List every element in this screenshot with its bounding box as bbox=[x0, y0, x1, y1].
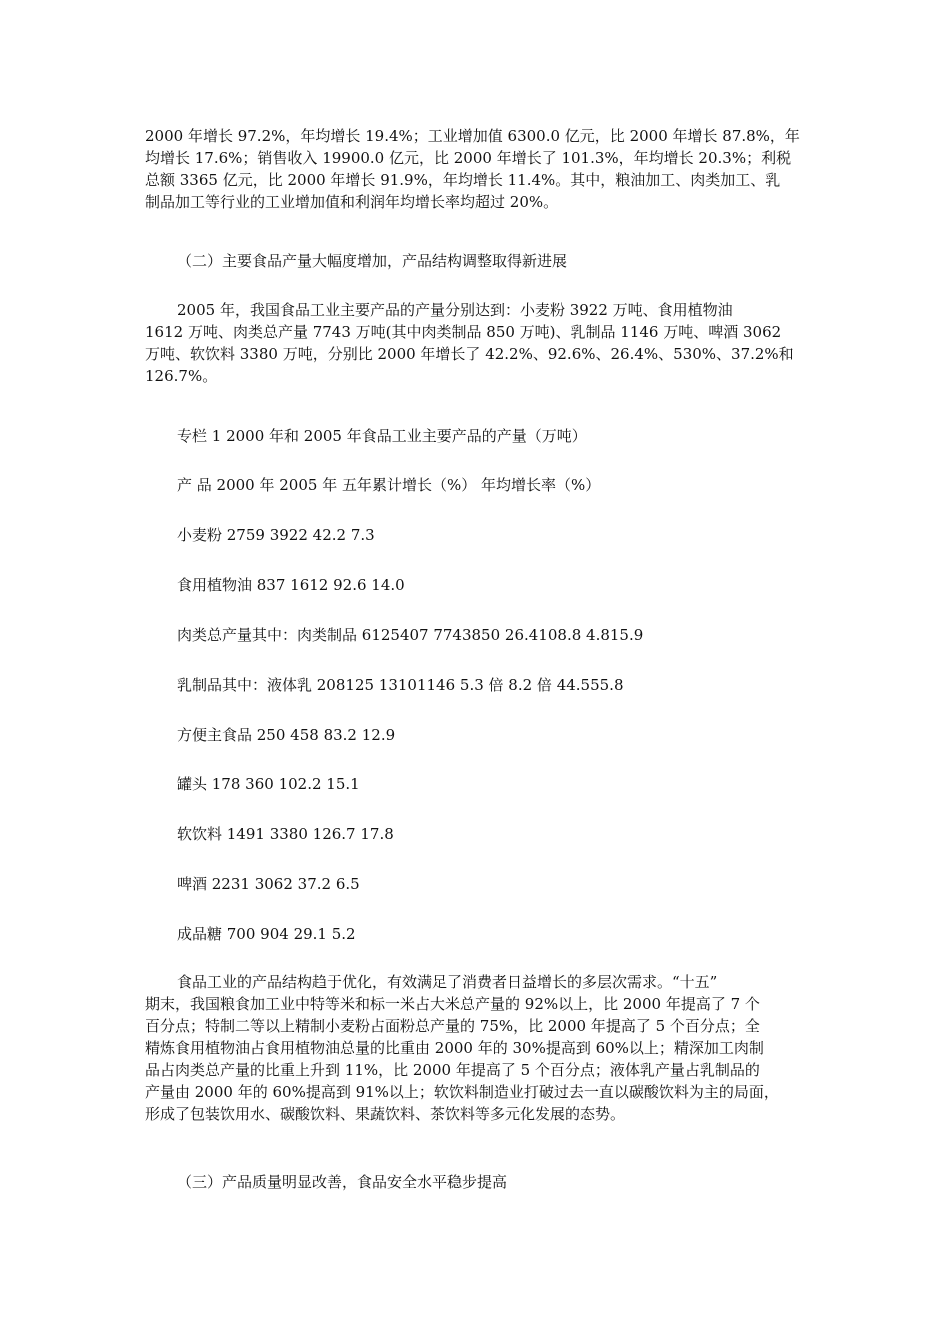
table-row: 肉类总产量其中：肉类制品 6125407 7743850 26.4108.8 4.815.9 bbox=[177, 626, 644, 644]
text-line: 品占肉类总产量的比重上升到 11%，比 2000 年提高了 5 个百分点；液体乳产量占乳制品的 bbox=[145, 1061, 760, 1079]
table-row: 乳制品其中：液体乳 208125 13101146 5.3 倍 8.2 倍 44.555.8 bbox=[177, 676, 624, 694]
section-heading-2: （二）主要食品产量大幅度增加，产品结构调整取得新进展 bbox=[177, 252, 568, 270]
table-row: 食用植物油 837 1612 92.6 14.0 bbox=[177, 576, 405, 594]
text-line: 形成了包装饮用水、碳酸饮料、果蔬饮料、茶饮料等多元化发展的态势。 bbox=[145, 1105, 626, 1123]
table-row: 软饮料 1491 3380 126.7 17.8 bbox=[177, 825, 394, 843]
text-line: 制品加工等行业的工业增加值和利润年均增长率均超过 20%。 bbox=[145, 193, 559, 211]
text-line: 126.7%。 bbox=[145, 367, 218, 385]
text-line: 万吨、软饮料 3380 万吨，分别比 2000 年增长了 42.2%、92.6%、26.4%、530%、37.2%和 bbox=[145, 345, 794, 363]
text-line: 食品工业的产品结构趋于优化，有效满足了消费者日益增长的多层次需求。“十五” bbox=[177, 973, 718, 991]
table-row: 小麦粉 2759 3922 42.2 7.3 bbox=[177, 526, 375, 544]
text-line: 2000 年增长 97.2%，年均增长 19.4%；工业增加值 6300.0 亿元，比 2000 年增长 87.8%，年 bbox=[145, 127, 800, 145]
text-line: 精炼食用植物油占食用植物油总量的比重由 2000 年的 30%提高到 60%以上；精深加工肉制 bbox=[145, 1039, 764, 1057]
text-line: 1612 万吨、肉类总产量 7743 万吨(其中肉类制品 850 万吨)、乳制品 1146 万吨、啤酒 3062 bbox=[145, 323, 782, 341]
text-line: 百分点；特制二等以上精制小麦粉占面粉总产量的 75%，比 2000 年提高了 5 个百分点；全 bbox=[145, 1017, 760, 1035]
text-line: 总额 3365 亿元，比 2000 年增长 91.9%，年均增长 11.4%。其中，粮油加工、肉类加工、乳 bbox=[145, 171, 781, 189]
paragraph-structure-optimization bbox=[145, 971, 810, 1125]
section-heading-3: （三）产品质量明显改善，食品安全水平稳步提高 bbox=[177, 1173, 508, 1191]
table-caption: 专栏 1 2000 年和 2005 年食品工业主要产品的产量（万吨） bbox=[177, 427, 587, 445]
paragraph-growth-summary bbox=[145, 125, 810, 213]
table-row: 罐头 178 360 102.2 15.1 bbox=[177, 775, 360, 793]
table-row: 方便主食品 250 458 83.2 12.9 bbox=[177, 726, 396, 744]
table-row: 啤酒 2231 3062 37.2 6.5 bbox=[177, 875, 360, 893]
table-header: 产 品 2000 年 2005 年 五年累计增长（%） 年均增长率（%） bbox=[177, 476, 601, 494]
text-line: 均增长 17.6%；销售收入 19900.0 亿元，比 2000 年增长了 101.3%，年均增长 20.3%；利税 bbox=[145, 149, 792, 167]
paragraph-product-output bbox=[145, 299, 810, 387]
text-line: 期末，我国粮食加工业中特等米和标一米占大米总产量的 92%以上，比 2000 年提高了 7 个 bbox=[145, 995, 760, 1013]
text-line: 产量由 2000 年的 60%提高到 91%以上；软饮料制造业打破过去一直以碳酸饮料为主的局面， bbox=[145, 1083, 779, 1101]
text-line: 2005 年，我国食品工业主要产品的产量分别达到：小麦粉 3922 万吨、食用植物油 bbox=[177, 301, 733, 319]
table-row: 成品糖 700 904 29.1 5.2 bbox=[177, 925, 356, 943]
